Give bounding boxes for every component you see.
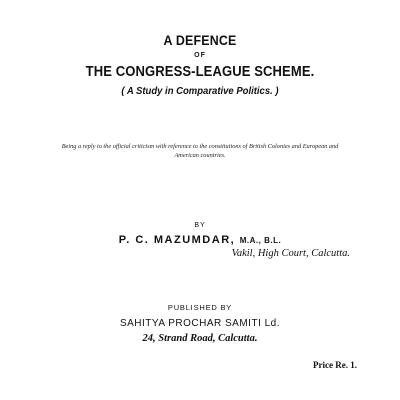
author-name: P. C. MAZUMDAR, bbox=[118, 234, 236, 246]
published-by-label: PUBLISHED BY bbox=[167, 303, 233, 312]
book-subtitle: THE CONGRESS-LEAGUE SCHEME. bbox=[85, 64, 315, 80]
author-line bbox=[0, 234, 400, 246]
publisher-name: SAHITYA PROCHAR SAMITI Ld. bbox=[119, 318, 281, 329]
publisher-address: 24, Strand Road, Calcutta. bbox=[142, 333, 258, 344]
book-title: A DEFENCE bbox=[163, 33, 237, 48]
book-description: Being a reply to the official criticism with reference to the constitutions of British Colonies and European and American countries. bbox=[61, 143, 339, 159]
author-position: Vakil, High Court, Calcutta. bbox=[231, 248, 350, 259]
title-connector: OF bbox=[194, 52, 206, 59]
price-label: Price Re. 1. bbox=[313, 360, 357, 370]
by-label: BY bbox=[194, 222, 206, 229]
book-tagline: ( A Study in Comparative Politics. ) bbox=[121, 86, 279, 97]
author-degrees: M.A., B.L. bbox=[239, 236, 282, 245]
